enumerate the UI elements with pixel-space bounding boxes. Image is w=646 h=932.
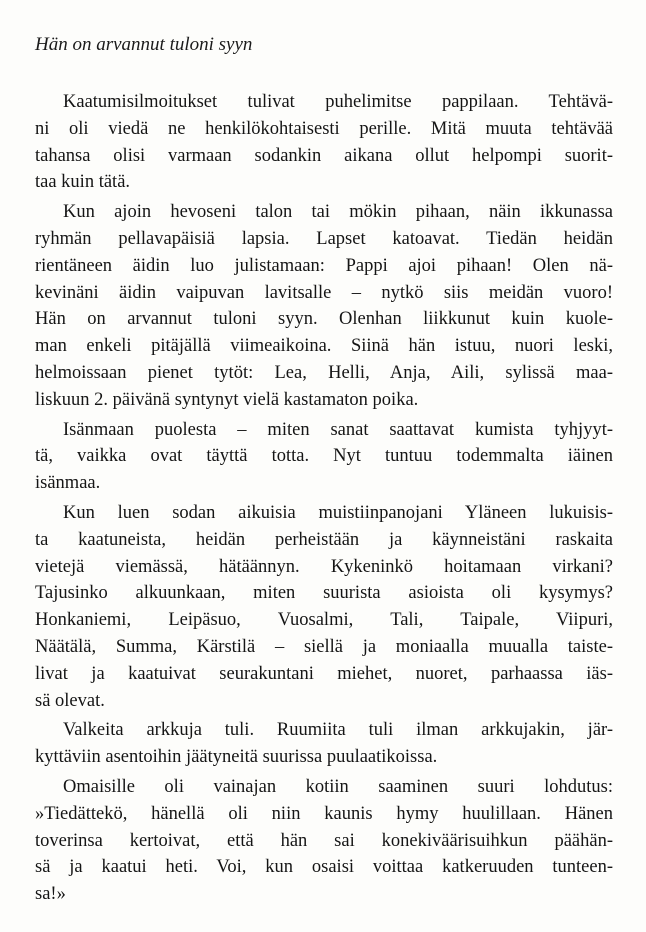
text-line: Omaisille oli vainajan kotiin saaminen suuri lohdutus:: [63, 776, 613, 797]
text-line: isänmaa.: [35, 473, 101, 494]
text-line: Tajusinko alkuunkaan, miten suurista asioista oli kysymys?: [35, 583, 613, 604]
text-line: helmoissaan pienet tytöt: Lea, Helli, Anja, Aili, sylissä maa-: [35, 362, 613, 383]
body-text: [35, 89, 613, 908]
text-line: rientäneen äidin luo julistamaan: Pappi ajoi pihaan! Olen nä-: [35, 255, 613, 276]
text-line: livat ja kaatuivat seurakuntani miehet, nuoret, parhaassa iäs-: [35, 663, 613, 684]
text-line: Kun luen sodan aikuisia muistiinpanojani Yläneen lukuisis-: [63, 502, 613, 523]
text-line: Isänmaan puolesta – miten sanat saattavat kumista tyhjyyt-: [63, 419, 613, 440]
text-line: ta kaatuneista, heidän perheistään ja käynneistäni raskaita: [35, 529, 613, 550]
text-line: vietejä viemässä, hätäännyn. Kykeninkö hoitamaan virkani?: [35, 556, 613, 577]
text-line: tahansa olisi varmaan sodankin aikana ollut helpompi suorit-: [35, 145, 613, 166]
text-line: Honkaniemi, Leipäsuo, Vuosalmi, Tali, Taipale, Viipuri,: [35, 610, 613, 631]
text-line: »Tiedättekö, hänellä oli niin kaunis hymy huulillaan. Hänen: [35, 803, 613, 824]
text-line: liskuun 2. päivänä syntynyt vielä kastamaton poika.: [35, 389, 419, 410]
text-line: Kun ajoin hevoseni talon tai mökin pihaan, näin ikkunassa: [63, 202, 613, 223]
text-line: ni oli viedä ne henkilökohtaisesti perille. Mitä muuta tehtävää: [35, 118, 613, 139]
text-line: Näätälä, Summa, Kärstilä – siellä ja moniaalla muualla taiste-: [35, 636, 613, 657]
text-line: kyttäviin asentoihin jäätyneitä suurissa puulaatikoissa.: [35, 747, 438, 768]
text-line: sä ja kaatui heti. Voi, kun osaisi voittaa katkeruuden tunteen-: [35, 857, 613, 878]
text-line: Valkeita arkkuja tuli. Ruumiita tuli ilman arkkujakin, jär-: [63, 720, 613, 741]
text-line: Hän on arvannut tuloni syyn. Olenhan liikkunut kuin kuole-: [35, 309, 613, 330]
text-line: kevinäni äidin vaipuvan lavitsalle – nytkö siis meidän vuoro!: [35, 282, 613, 303]
text-line: sä olevat.: [35, 690, 105, 711]
text-line: ryhmän pellavapäisiä lapsia. Lapset katoavat. Tiedän heidän: [35, 228, 613, 249]
text-line: toverinsa kertoivat, että hän sai konekiväärisuihkun päähän-: [35, 830, 613, 851]
text-line: sa!»: [35, 884, 66, 905]
text-line: man enkeli pitäjällä viimeaikoina. Siinä hän istuu, nuori leski,: [35, 336, 613, 357]
section-heading: Hän on arvannut tuloni syyn: [35, 34, 253, 55]
text-line: taa kuin tätä.: [35, 172, 131, 193]
text-line: Kaatumisilmoitukset tulivat puhelimitse pappilaan. Tehtävä-: [63, 92, 613, 112]
text-line: tä, vaikka ovat täyttä totta. Nyt tuntuu todemmalta iäinen: [35, 446, 613, 467]
